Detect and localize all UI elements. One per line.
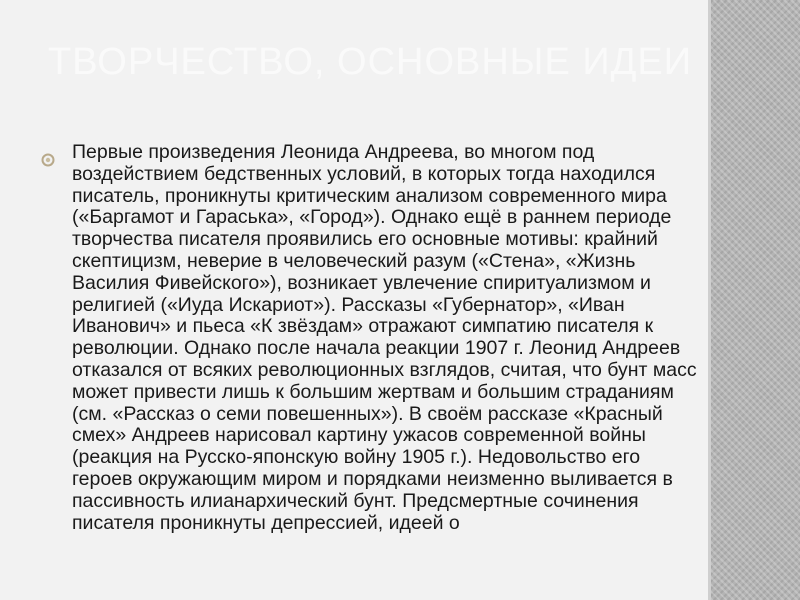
side-decorative-band [711, 0, 800, 600]
bullet-paragraph: Первые произведения Леонида Андреева, во многом под воздействием бедственных условий, в которых тогда находился писатель, проникнуты критическим анализом современного мира («Баргамот и Гараська», «Город»). Однако ещё в раннем периоде творчества писателя проявились его основные мотивы: крайний скептицизм, неверие в человеческий разум («Стена», «Жизнь Василия Фивейского»), возникает увлечение спиритуализмом и религией («Иуда Искариот»). Рассказы «Губернатор», «Иван Иванович» и пьеса «К звёздам» отражают симпатию писателя к революции. Однако после начала реакции 1907 г. Леонид Андреев отказался от всяких революционных взглядов, считая, что бунт масс может привести лишь к большим жертвам и большим страданиям (см. «Рассказ о семи повешенных»). В своём рассказе «Красный смех» Андреев нарисовал картину ужасов современной войны (реакция на Русско-японскую войну 1905 г.). Недовольство его героев окружающим миром и порядками неизменно выливается в пассивность илианархический бунт. Предсмертные сочинения писателя проникнуты депрессией, идеей о [72, 141, 697, 534]
ring-bullet-icon [40, 152, 56, 168]
slide-title: ТВОРЧЕСТВО, ОСНОВНЫЕ ИДЕИ [48, 41, 693, 83]
